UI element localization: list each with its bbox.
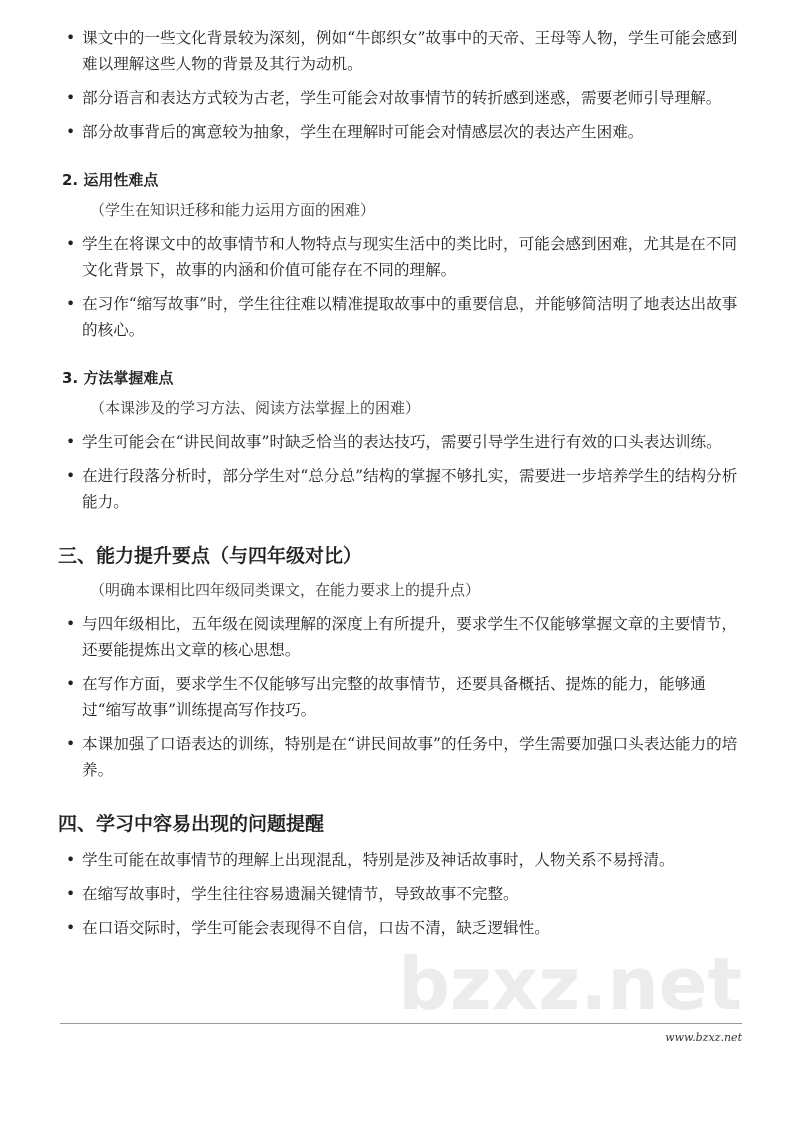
list-item-text: 在缩写故事时，学生往往容易遗漏关键情节，导致故事不完整。 xyxy=(82,885,519,903)
watermark: bzxz.net xyxy=(398,942,742,1026)
footer-url: www.bzxz.net xyxy=(665,1031,742,1044)
list-item xyxy=(62,119,742,145)
part-heading: 三、能力提升要点（与四年级对比） xyxy=(58,545,363,567)
list-item-text: 在写作方面，要求学生不仅能够写出完整的故事情节，还要具备概括、提炼的能力，能够通过“缩写故事”训练提高写作技巧。 xyxy=(82,675,706,719)
bullet-icon: • xyxy=(66,235,76,253)
section-note: （本课涉及的学习方法、阅读方法掌握上的困难） xyxy=(90,399,421,417)
list-item xyxy=(62,731,742,783)
bullet-icon: • xyxy=(66,885,76,903)
bullet-icon: • xyxy=(66,735,76,753)
part-heading: 四、学习中容易出现的问题提醒 xyxy=(58,813,325,835)
list-item xyxy=(62,847,742,873)
section-heading: 2. 运用性难点 xyxy=(62,171,159,189)
list-item-text: 部分故事背后的寓意较为抽象，学生在理解时可能会对情感层次的表达产生困难。 xyxy=(82,123,644,141)
list-item-text: 课文中的一些文化背景较为深刻，例如“牛郎织女”故事中的天帝、王母等人物，学生可能会感到难以理解这些人物的背景及其行为动机。 xyxy=(82,29,738,73)
section-note: （明确本课相比四年级同类课文，在能力要求上的提升点） xyxy=(90,581,481,599)
list-item-text: 部分语言和表达方式较为古老，学生可能会对故事情节的转折感到迷惑，需要老师引导理解。 xyxy=(82,89,722,107)
bullet-icon: • xyxy=(66,29,76,47)
section-note: （学生在知识迁移和能力运用方面的困难） xyxy=(90,201,376,219)
list-item-text: 本课加强了口语表达的训练，特别是在“讲民间故事”的任务中，学生需要加强口头表达能力的培养。 xyxy=(82,735,738,779)
list-item-text: 学生可能在故事情节的理解上出现混乱，特别是涉及神话故事时，人物关系不易捋清。 xyxy=(82,851,675,869)
bullet-icon: • xyxy=(66,851,76,869)
list-item-text: 与四年级相比，五年级在阅读理解的深度上有所提升，要求学生不仅能够掌握文章的主要情节，还要能提炼出文章的核心思想。 xyxy=(82,615,737,659)
bullet-icon: • xyxy=(66,295,76,313)
bullet-icon: • xyxy=(66,433,76,451)
list-item xyxy=(62,231,742,283)
bullet-icon: • xyxy=(66,919,76,937)
list-item-text: 在进行段落分析时，部分学生对“总分总”结构的掌握不够扎实，需要进一步培养学生的结构分析能力。 xyxy=(82,467,738,511)
list-item-text: 在习作“缩写故事”时，学生往往难以精准提取故事中的重要信息，并能够简洁明了地表达出故事的核心。 xyxy=(82,295,738,339)
list-item xyxy=(62,463,742,515)
bullet-icon: • xyxy=(66,467,76,485)
list-item-text: 学生在将课文中的故事情节和人物特点与现实生活中的类比时，可能会感到困难，尤其是在不同文化背景下，故事的内涵和价值可能存在不同的理解。 xyxy=(82,235,737,279)
list-item xyxy=(62,915,742,941)
section-heading: 3. 方法掌握难点 xyxy=(62,369,174,387)
list-item xyxy=(62,881,742,907)
list-item xyxy=(62,85,742,111)
list-item xyxy=(62,429,742,455)
bullet-icon: • xyxy=(66,89,76,107)
bullet-icon: • xyxy=(66,675,76,693)
bullet-icon: • xyxy=(66,615,76,633)
list-item-text: 学生可能会在“讲民间故事”时缺乏恰当的表达技巧，需要引导学生进行有效的口头表达训练。 xyxy=(82,433,722,451)
list-item xyxy=(62,291,742,343)
list-item xyxy=(62,25,742,77)
list-item xyxy=(62,671,742,723)
list-item xyxy=(62,611,742,663)
list-item-text: 在口语交际时，学生可能会表现得不自信，口齿不清，缺乏逻辑性。 xyxy=(82,919,550,937)
bullet-icon: • xyxy=(66,123,76,141)
